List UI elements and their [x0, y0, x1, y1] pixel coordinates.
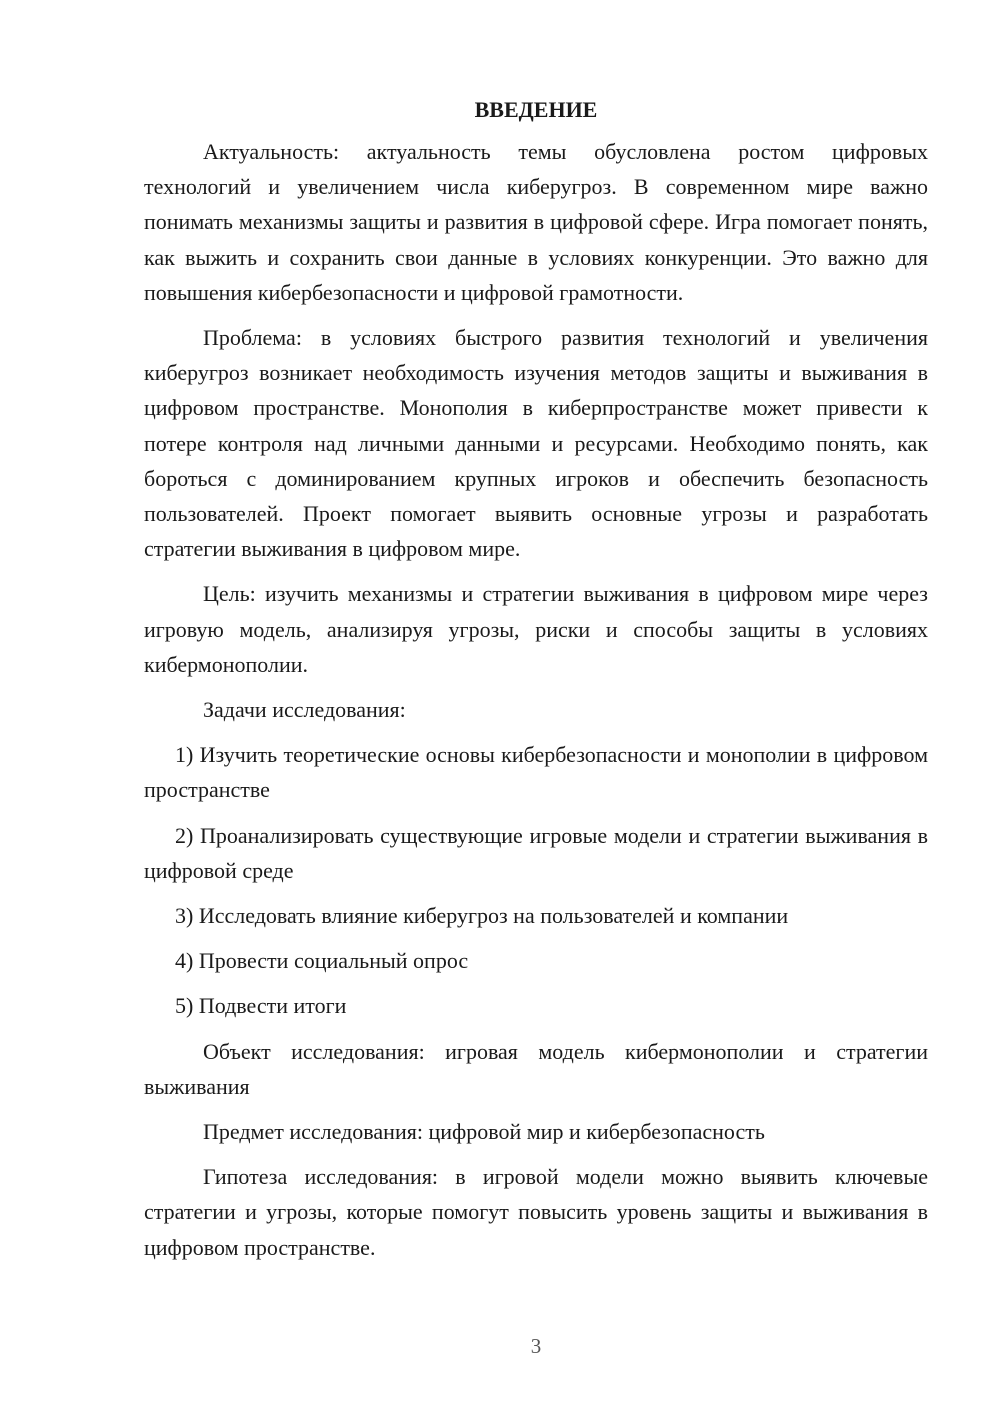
- tasks-heading: Задачи исследования:: [203, 697, 406, 723]
- task-item-5: 5) Подвести итоги: [175, 993, 347, 1019]
- page-number: 3: [530, 1334, 542, 1358]
- object-paragraph: Объект исследования: игровая модель кибермонополии и стратегии выживания: [144, 1038, 928, 1099]
- hypothesis-paragraph: Гипотеза исследования: в игровой модели можно выявить ключевые стратегии и угрозы, которые помогут повысить уровень защиты и выживания в цифровом пространстве.: [144, 1164, 928, 1260]
- task-item-2: 2) Проанализировать существующие игровые модели и стратегии выживания в цифровой среде: [144, 822, 928, 883]
- problem-paragraph: Проблема: в условиях быстрого развития технологий и увеличения киберугроз возникает необходимость изучения методов защиты и выживания в цифровом пространстве. Монополия в киберпространстве может привести к потере контроля над личными данными и ресурсами. Необходимо понять, как бороться с доминированием крупных игроков и обеспечить безопасность пользователей. Проект помогает выявить основные угрозы и разработать стратегии выживания в цифровом мире.: [144, 325, 928, 562]
- goal-paragraph: Цель: изучить механизмы и стратегии выживания в цифровом мире через игровую модель, анализируя угрозы, риски и способы защиты в условиях кибермонополии.: [144, 581, 928, 677]
- subject-paragraph: Предмет исследования: цифровой мир и кибербезопасность: [203, 1119, 765, 1145]
- task-item-4: 4) Провести социальный опрос: [175, 948, 469, 974]
- section-heading: ВВЕДЕНИЕ: [474, 97, 598, 122]
- document-page: [144, 92, 928, 1275]
- tasks-list: [144, 737, 928, 1023]
- task-item-3: 3) Исследовать влияние киберугроз на пользователей и компании: [175, 903, 789, 929]
- task-item-1: 1) Изучить теоретические основы кибербезопасности и монополии в цифровом пространстве: [144, 742, 928, 803]
- relevance-paragraph: Актуальность: актуальность темы обусловлена ростом цифровых технологий и увеличением числа киберугроз. В современном мире важно понимать механизмы защиты и развития в цифровой сфере. Игра помогает понять, как выжить и сохранить свои данные в условиях конкуренции. Это важно для повышения кибербезопасности и цифровой грамотности.: [144, 139, 928, 305]
